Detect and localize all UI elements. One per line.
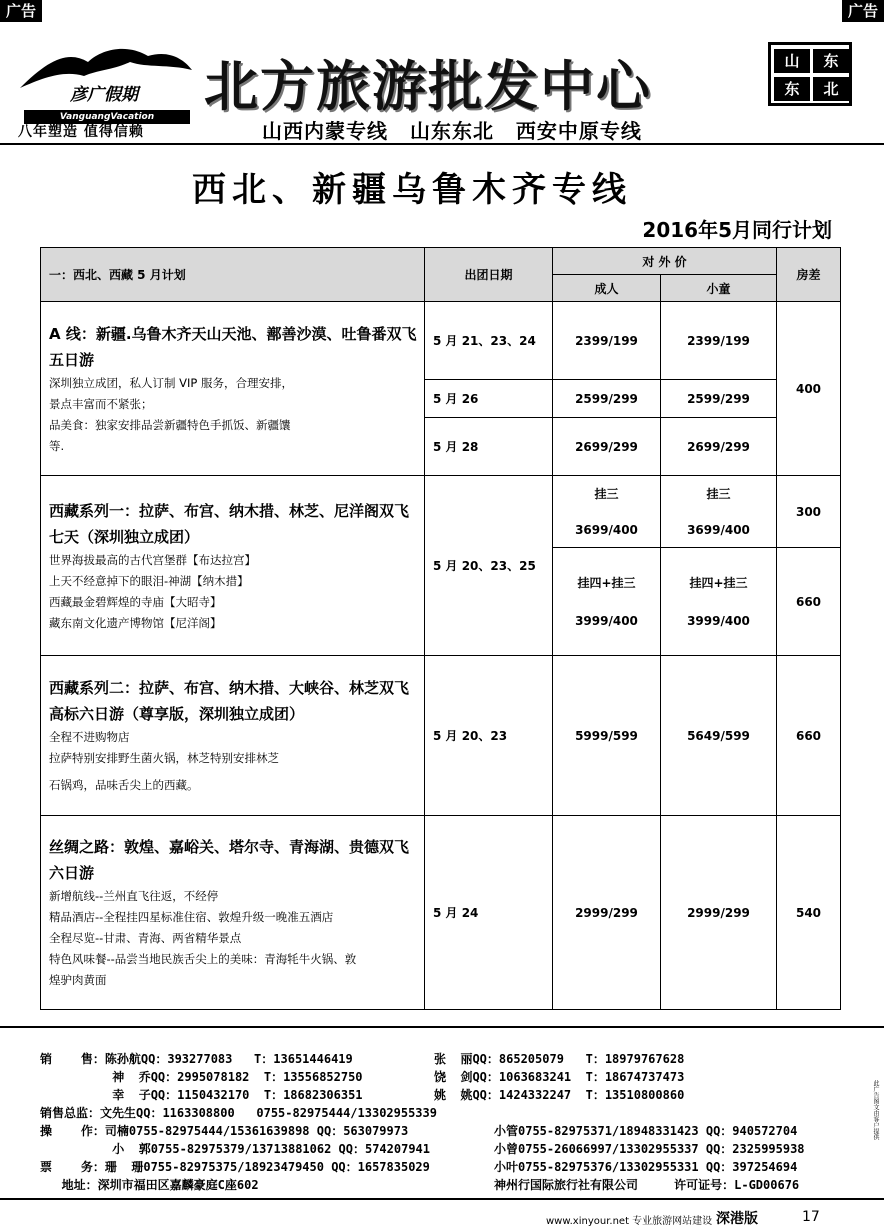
edition-label: 深港版: [716, 1211, 758, 1227]
route-title: 西藏系列二：拉萨、布宫、纳木措、大峡谷、林芝双飞高标六日游（尊享版，深圳独立成团）: [49, 679, 410, 723]
room-header: 房差: [777, 248, 841, 302]
side-note: 此广告图文由客户提供: [872, 1080, 879, 1140]
region-char: 东: [774, 77, 810, 101]
room-price: 400: [777, 302, 841, 476]
contact-line: 操 作：司楠0755-82975444/15361639898 QQ：563079973: [40, 1124, 409, 1138]
price-value: 3999/400: [687, 613, 750, 628]
plan-title: 2016年5月同行计划: [642, 218, 832, 242]
adult-price: [553, 548, 661, 656]
contact-line: 神 乔QQ：2995078182 T：13556852750: [40, 1070, 363, 1084]
route-line: 世界海拔最高的古代宫堡群【布达拉宫】: [49, 552, 256, 567]
adult-price: [553, 476, 661, 548]
contact-line: 幸 子QQ：1150432170 T：18682306351: [40, 1088, 363, 1102]
route-line: 煌驴肉黄面: [49, 973, 107, 987]
route-title: 丝绸之路：敦煌、嘉峪关、塔尔寺、青海湖、贵德双飞六日游: [49, 838, 410, 882]
logo-band: VanguangVacation: [24, 110, 190, 124]
slogan: 八年塑造 值得信赖: [18, 124, 144, 140]
region-badge: [768, 42, 852, 106]
region-char: 东: [813, 49, 849, 73]
price-header: 对 外 价: [553, 248, 777, 275]
route-line: 品美食：独家安排品尝新疆特色手抓饭、新疆馕: [49, 417, 291, 432]
price-value: 3999/400: [575, 613, 638, 628]
route-line: 上天不经意掉下的眼泪-神湖【纳木措】: [49, 573, 249, 588]
ad-label-right: 广告: [842, 0, 884, 22]
route-a: [41, 302, 425, 476]
adult-price: 2599/299: [553, 380, 661, 418]
section-header: 一：西北、西藏 5 月计划: [41, 248, 425, 302]
contact-line: 票 务：珊 珊0755-82975375/18923479450 QQ：1657835029: [40, 1160, 430, 1174]
contact-line: 小叶0755-82975376/13302955331 QQ：397254694: [494, 1160, 798, 1174]
header-divider: [0, 143, 884, 145]
route-line: 藏东南文化遗产博物馆【尼洋阁】: [49, 615, 222, 630]
package-label: 挂四+挂三: [577, 575, 636, 590]
route-silk-road: [41, 816, 425, 1010]
route-tibet-1: [41, 476, 425, 656]
price-value: 3699/400: [687, 522, 750, 537]
contact-footer: [0, 1026, 884, 1200]
adult-header: 成人: [553, 275, 661, 302]
contact-line: 销 售：陈孙航QQ：393277083 T：13651446419: [40, 1052, 353, 1066]
room-price: 660: [777, 548, 841, 656]
route-line: 拉萨特别安排野生菌火锅，林芝特别安排林芝: [49, 751, 279, 765]
child-price: 2999/299: [661, 816, 777, 1010]
route-tibet-2: [41, 656, 425, 816]
child-header: 小童: [661, 275, 777, 302]
child-price: 5649/599: [661, 656, 777, 816]
route-line: 新增航线--兰州直飞往返，不经停: [49, 889, 219, 903]
package-label: 挂三: [594, 486, 619, 501]
bottom-bar: [0, 1208, 884, 1230]
date-header: 出团日期: [425, 248, 553, 302]
sub-lines: 山西内蒙专线 山东东北 西安中原专线: [262, 119, 642, 143]
website-link[interactable]: www.xinyour.net 专业旅游网站建设: [546, 1216, 713, 1227]
route-line: 等.: [49, 438, 65, 453]
region-char: 山: [774, 49, 810, 73]
ad-label-left: 广告: [0, 0, 42, 22]
route-title: A 线：新疆.乌鲁木齐天山天池、鄯善沙漠、吐鲁番双飞五日游: [49, 324, 417, 369]
contact-line: 小管0755-82975371/18948331423 QQ：940572704: [494, 1124, 798, 1138]
date-cell: 5 月 24: [425, 816, 553, 1010]
route-line: 特色风味餐--品尝当地民族舌尖上的美味：青海牦牛火锅、敦: [49, 952, 357, 966]
child-price: 2399/199: [661, 302, 777, 380]
child-price: 2699/299: [661, 418, 777, 476]
address-line: 地址：深圳市福田区嘉麟豪庭C座602: [40, 1178, 259, 1192]
package-label: 挂四+挂三: [689, 575, 748, 590]
route-line: 全程尽览--甘肃、青海、两省精华景点: [49, 931, 242, 945]
adult-price: 5999/599: [553, 656, 661, 816]
route-line: 西藏最金碧辉煌的寺庙【大昭寺】: [49, 594, 222, 609]
price-value: 3699/400: [575, 522, 638, 537]
contact-line: 小 郭0755-82975379/13713881062 QQ：574207941: [40, 1142, 431, 1156]
adult-price: 2999/299: [553, 816, 661, 1010]
contact-line: 销售总监：文先生QQ：1163308800 0755-82975444/13302955339: [40, 1106, 437, 1120]
route-title: 西藏系列一：拉萨、布宫、纳木措、林芝、尼洋阁双飞七天（深圳独立成团）: [49, 501, 410, 546]
brand-title: 北方旅游批发中心: [204, 55, 652, 118]
route-line: 精品酒店--全程挂四星标准住宿、敦煌升级一晚准五酒店: [49, 910, 334, 924]
itinerary-table: [40, 247, 841, 1010]
region-char: 北: [813, 77, 849, 101]
room-price: 300: [777, 476, 841, 548]
adult-price: 2699/299: [553, 418, 661, 476]
package-label: 挂三: [706, 486, 731, 501]
logo-text: 彦广假期: [70, 85, 138, 105]
room-price: 660: [777, 656, 841, 816]
child-price: 2599/299: [661, 380, 777, 418]
date-cell: 5 月 20、23: [425, 656, 553, 816]
child-price: [661, 476, 777, 548]
child-price: [661, 548, 777, 656]
route-line: 石锅鸡，品味舌尖上的西藏。: [49, 778, 199, 792]
adult-price: 2399/199: [553, 302, 661, 380]
route-line: 景点丰富而不紧张；: [49, 396, 153, 411]
license-line: 神州行国际旅行社有限公司 许可证号：L-GD00676: [494, 1178, 800, 1192]
contact-line: 小曾0755-26066997/13302955337 QQ：2325995938: [494, 1142, 805, 1156]
contact-line: 姚 姚QQ：1424332247 T：13510800860: [434, 1088, 685, 1102]
route-line: 全程不进购物店: [49, 730, 130, 744]
date-cell: 5 月 26: [425, 380, 553, 418]
page-title: 西北、新疆乌鲁木齐专线: [192, 170, 632, 210]
date-cell: 5 月 20、23、25: [425, 476, 553, 656]
room-price: 540: [777, 816, 841, 1010]
header: [0, 22, 884, 144]
route-line: 深圳独立成团，私人订制 VIP 服务，合理安排，: [49, 375, 294, 390]
date-cell: 5 月 28: [425, 418, 553, 476]
date-cell: 5 月 21、23、24: [425, 302, 553, 380]
contact-line: 饶 剑QQ：1063683241 T：18674737473: [434, 1070, 685, 1084]
page-number: 17: [802, 1209, 820, 1225]
contact-line: 张 丽QQ：865205079 T：18979767628: [434, 1052, 685, 1066]
